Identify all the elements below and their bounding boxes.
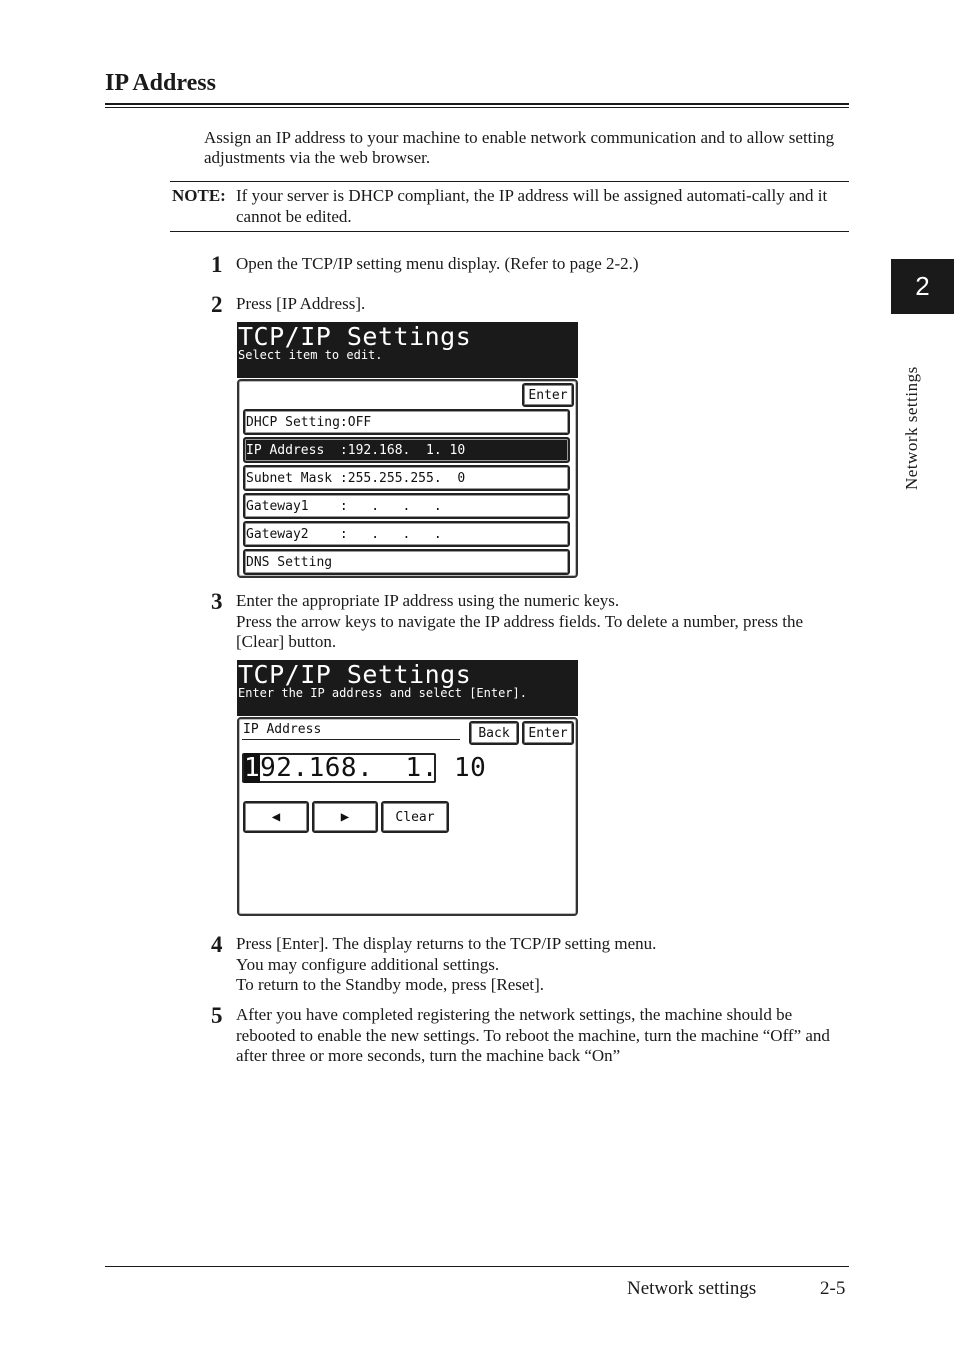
ip-entry-screen (237, 660, 579, 916)
field-label-rule (242, 739, 460, 740)
gateway2-row[interactable]: Gateway2 : . . . (243, 521, 570, 547)
screen-title: TCP/IP Settings (238, 322, 472, 351)
note-rule-bottom (170, 231, 849, 232)
step-line: After you have completed registering the network settings, the machine should be rebooted to enable the new settings. To reboot the machine, turn the machine “Off” and after three or more seconds, turn the machine back “On” (236, 1005, 830, 1065)
dhcp-setting-row[interactable]: DHCP Setting:OFF (243, 409, 570, 435)
step-text (236, 934, 846, 996)
step-line: Enter the appropriate IP address using the numeric keys. (236, 591, 620, 610)
note-label: NOTE: (172, 186, 226, 205)
chapter-side-label: Network settings (902, 366, 921, 490)
page-title: IP Address (105, 70, 216, 96)
step-line: Open the TCP/IP setting menu display. (Refer to page 2-2.) (236, 254, 639, 273)
step-line: You may configure additional settings. (236, 954, 500, 974)
footer-rule (105, 1266, 849, 1267)
right-arrow-icon: ▶ (340, 809, 350, 825)
step-text (236, 1005, 842, 1067)
right-arrow-button[interactable] (312, 801, 378, 833)
left-arrow-icon: ◀ (271, 809, 281, 825)
ip-address-value: 92.168. 1. 10 (260, 753, 487, 783)
step-text (236, 294, 846, 315)
step-line: Press [Enter]. The display returns to the TCP/IP setting menu. (236, 934, 657, 953)
back-button[interactable]: Back (469, 721, 519, 745)
screen-title: TCP/IP Settings (238, 660, 472, 689)
left-arrow-button[interactable] (243, 801, 309, 833)
step-number: 3 (211, 589, 223, 614)
screen-subtitle: Select item to edit. (238, 348, 383, 362)
screen-header (237, 322, 578, 378)
enter-button[interactable]: Enter (522, 721, 574, 745)
step-line: Press the arrow keys to navigate the IP address fields. To delete a number, press the [Clear] button. (236, 611, 804, 651)
tcpip-settings-screen (237, 322, 579, 578)
ip-address-input[interactable] (242, 753, 487, 783)
step-text (236, 254, 846, 275)
ip-cursor: 1 (244, 753, 261, 783)
note-text: If your server is DHCP compliant, the IP address will be assigned automati-cally and it cannot be edited. (236, 186, 828, 226)
step-line: Press [IP Address]. (236, 294, 366, 313)
ip-field-label: IP Address (243, 722, 322, 737)
dns-setting-row[interactable]: DNS Setting (243, 549, 570, 575)
ip-address-row[interactable]: IP Address :192.168. 1. 10 (243, 437, 570, 463)
gateway1-row[interactable]: Gateway1 : . . . (243, 493, 570, 519)
title-rule (105, 103, 849, 105)
step-text (236, 591, 846, 653)
step-number: 1 (211, 252, 223, 277)
step-number: 5 (211, 1003, 223, 1028)
footer-section-name: Network settings (627, 1278, 757, 1299)
subnet-mask-row[interactable]: Subnet Mask :255.255.255. 0 (243, 465, 570, 491)
note-rule-top (170, 181, 849, 182)
footer-page-number: 2-5 (820, 1278, 846, 1299)
chapter-tab: 2 (891, 259, 954, 314)
step-number: 2 (211, 292, 223, 317)
title-rule-thin (105, 107, 849, 108)
screen-subtitle: Enter the IP address and select [Enter]. (238, 686, 527, 700)
clear-button[interactable]: Clear (381, 801, 449, 833)
step-number: 4 (211, 932, 223, 957)
intro-paragraph: Assign an IP address to your machine to enable network communication and to allow setting adjustments via the web browser. (204, 128, 835, 167)
screen-header (237, 660, 578, 716)
enter-button[interactable]: Enter (522, 383, 574, 407)
step-line: To return to the Standby mode, press [Reset]. (236, 975, 545, 994)
